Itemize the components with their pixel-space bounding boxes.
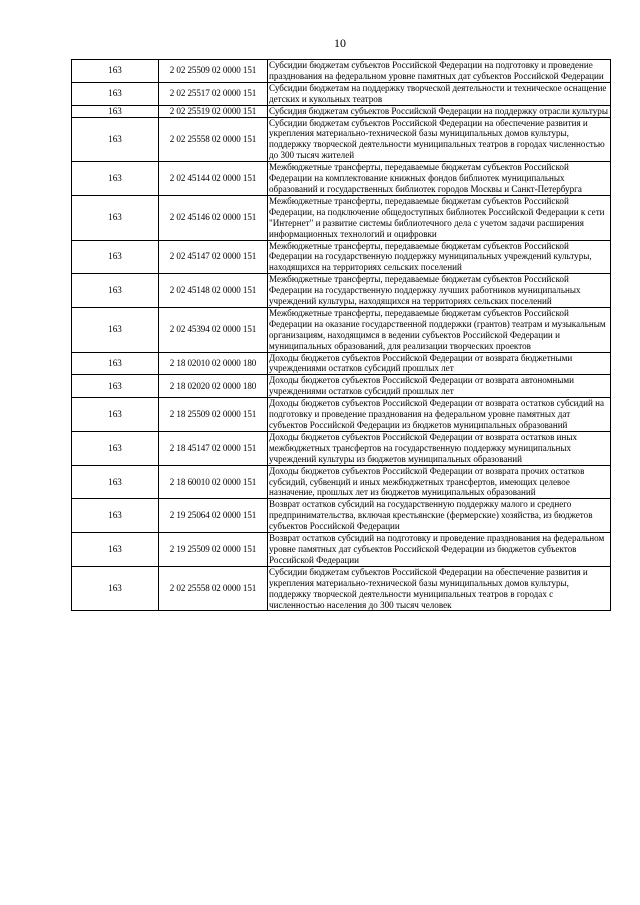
revenue-name-cell: Межбюджетные трансферты, передаваемые бюджетам субъектов Российской Федерации на оказание государственной поддержки (грантов) театрам и музыкальным организациям, находящимся в ведении субъектов Российской Федерации и муниципальных образований, для реализации творческих проектов (268, 307, 611, 352)
table-row (72, 195, 611, 240)
admin-code-cell: 163 (72, 162, 159, 196)
budget-code-cell: 2 18 25509 02 0000 151 (159, 398, 268, 432)
budget-code-cell: 2 02 25517 02 0000 151 (159, 82, 268, 105)
revenue-name-cell: Межбюджетные трансферты, передаваемые бюджетам субъектов Российской Федерации на комплектование книжных фондов библиотек муниципальных образований и государственных библиотек городов Москвы и Санкт-Петербурга (268, 162, 611, 196)
revenue-name-cell: Субсидии бюджетам на поддержку творческой деятельности и техническое оснащение детских и кукольных театров (268, 82, 611, 105)
budget-code-cell: 2 02 45394 02 0000 151 (159, 307, 268, 352)
table-body (72, 60, 611, 611)
admin-code-cell: 163 (72, 431, 159, 465)
table-row (72, 533, 611, 567)
budget-code-cell: 2 02 25558 02 0000 151 (159, 117, 268, 162)
table-row (72, 352, 611, 375)
admin-code-cell: 163 (72, 499, 159, 533)
revenue-name-cell: Субсидии бюджетам субъектов Российской Федерации на обеспечение развития и укрепления материально-технической базы муниципальных домов культуры, поддержку творческой деятельности муниципальных театров в городах с численностью населения до 300 тысяч человек (268, 566, 611, 611)
table-row (72, 82, 611, 105)
page-number: 10 (334, 36, 346, 50)
admin-code-cell: 163 (72, 307, 159, 352)
revenue-name-cell: Доходы бюджетов субъектов Российской Федерации от возврата бюджетными учреждениями остатков субсидий прошлых лет (268, 352, 611, 375)
admin-code-cell: 163 (72, 105, 159, 117)
admin-code-cell: 163 (72, 240, 159, 274)
budget-code-cell: 2 18 02010 02 0000 180 (159, 352, 268, 375)
budget-code-cell: 2 02 25509 02 0000 151 (159, 60, 268, 83)
admin-code-cell: 163 (72, 352, 159, 375)
budget-code-cell: 2 19 25509 02 0000 151 (159, 533, 268, 567)
admin-code-cell: 163 (72, 195, 159, 240)
revenue-codes-table (71, 59, 611, 611)
table-row (72, 431, 611, 465)
budget-code-cell: 2 19 25064 02 0000 151 (159, 499, 268, 533)
budget-code-cell: 2 18 60010 02 0000 151 (159, 465, 268, 499)
admin-code-cell: 163 (72, 274, 159, 308)
budget-code-cell: 2 02 25558 02 0000 151 (159, 566, 268, 611)
table-row (72, 105, 611, 117)
revenue-name-cell: Субсидии бюджетам субъектов Российской Федерации на подготовку и проведение празднования на федеральном уровне памятных дат субъектов Российской Федерации (268, 60, 611, 83)
table-row (72, 162, 611, 196)
admin-code-cell: 163 (72, 82, 159, 105)
table-row (72, 60, 611, 83)
table-row (72, 465, 611, 499)
budget-code-cell: 2 18 02020 02 0000 180 (159, 375, 268, 398)
budget-code-cell: 2 02 45144 02 0000 151 (159, 162, 268, 196)
revenue-name-cell: Субсидия бюджетам субъектов Российской Федерации на поддержку отрасли культуры (268, 105, 611, 117)
revenue-name-cell: Межбюджетные трансферты, передаваемые бюджетам субъектов Российской Федерации на государственную поддержку лучших работников муниципальных учреждений культуры, находящихся на территориях сельских поселений (268, 274, 611, 308)
revenue-name-cell: Доходы бюджетов субъектов Российской Федерации от возврата автономными учреждениями остатков субсидий прошлых лет (268, 375, 611, 398)
table-row (72, 274, 611, 308)
table-row (72, 398, 611, 432)
table-row (72, 499, 611, 533)
budget-code-cell: 2 02 45146 02 0000 151 (159, 195, 268, 240)
table-row (72, 117, 611, 162)
table-row (72, 240, 611, 274)
admin-code-cell: 163 (72, 60, 159, 83)
admin-code-cell: 163 (72, 465, 159, 499)
budget-code-cell: 2 02 45148 02 0000 151 (159, 274, 268, 308)
revenue-name-cell: Доходы бюджетов субъектов Российской Федерации от возврата остатков иных межбюджетных трансфертов на государственную поддержку муниципальных учреждений культуры из бюджетов муниципальных образований (268, 431, 611, 465)
revenue-name-cell: Межбюджетные трансферты, передаваемые бюджетам субъектов Российской Федерации, на подключение общедоступных библиотек Российской Федерации к сети "Интернет" и развитие системы библиотечного дела с учетом задачи расширения информационных технологий и оцифровки (268, 195, 611, 240)
budget-code-cell: 2 18 45147 02 0000 151 (159, 431, 268, 465)
admin-code-cell: 163 (72, 117, 159, 162)
revenue-name-cell: Возврат остатков субсидий на государственную поддержку малого и среднего предпринимательства, включая крестьянские (фермерские) хозяйства, из бюджетов субъектов Российской Федерации (268, 499, 611, 533)
revenue-name-cell: Доходы бюджетов субъектов Российской Федерации от возврата прочих остатков субсидий, субвенций и иных межбюджетных трансфертов, имеющих целевое назначение, прошлых лет из бюджетов муниципальных образований (268, 465, 611, 499)
admin-code-cell: 163 (72, 566, 159, 611)
admin-code-cell: 163 (72, 533, 159, 567)
revenue-name-cell: Доходы бюджетов субъектов Российской Федерации от возврата остатков субсидий на подготовку и проведение празднования на федеральном уровне памятных дат субъектов Российской Федерации из бюджетов муниципальных образований (268, 398, 611, 432)
revenue-name-cell: Межбюджетные трансферты, передаваемые бюджетам субъектов Российской Федерации на государственную поддержку муниципальных учреждений культуры, находящихся на территориях сельских поселений (268, 240, 611, 274)
revenue-name-cell: Субсидии бюджетам субъектов Российской Федерации на обеспечение развития и укрепления материально-технической базы муниципальных домов культуры, поддержку творческой деятельности муниципальных театров в городах численностью до 300 тысяч жителей (268, 117, 611, 162)
admin-code-cell: 163 (72, 398, 159, 432)
admin-code-cell: 163 (72, 375, 159, 398)
revenue-name-cell: Возврат остатков субсидий на подготовку и проведение празднования на федеральном уровне памятных дат субъектов Российской Федерации из бюджетов субъектов Российской Федерации (268, 533, 611, 567)
budget-code-cell: 2 02 45147 02 0000 151 (159, 240, 268, 274)
table-row (72, 566, 611, 611)
table-row (72, 375, 611, 398)
budget-code-cell: 2 02 25519 02 0000 151 (159, 105, 268, 117)
table-row (72, 307, 611, 352)
